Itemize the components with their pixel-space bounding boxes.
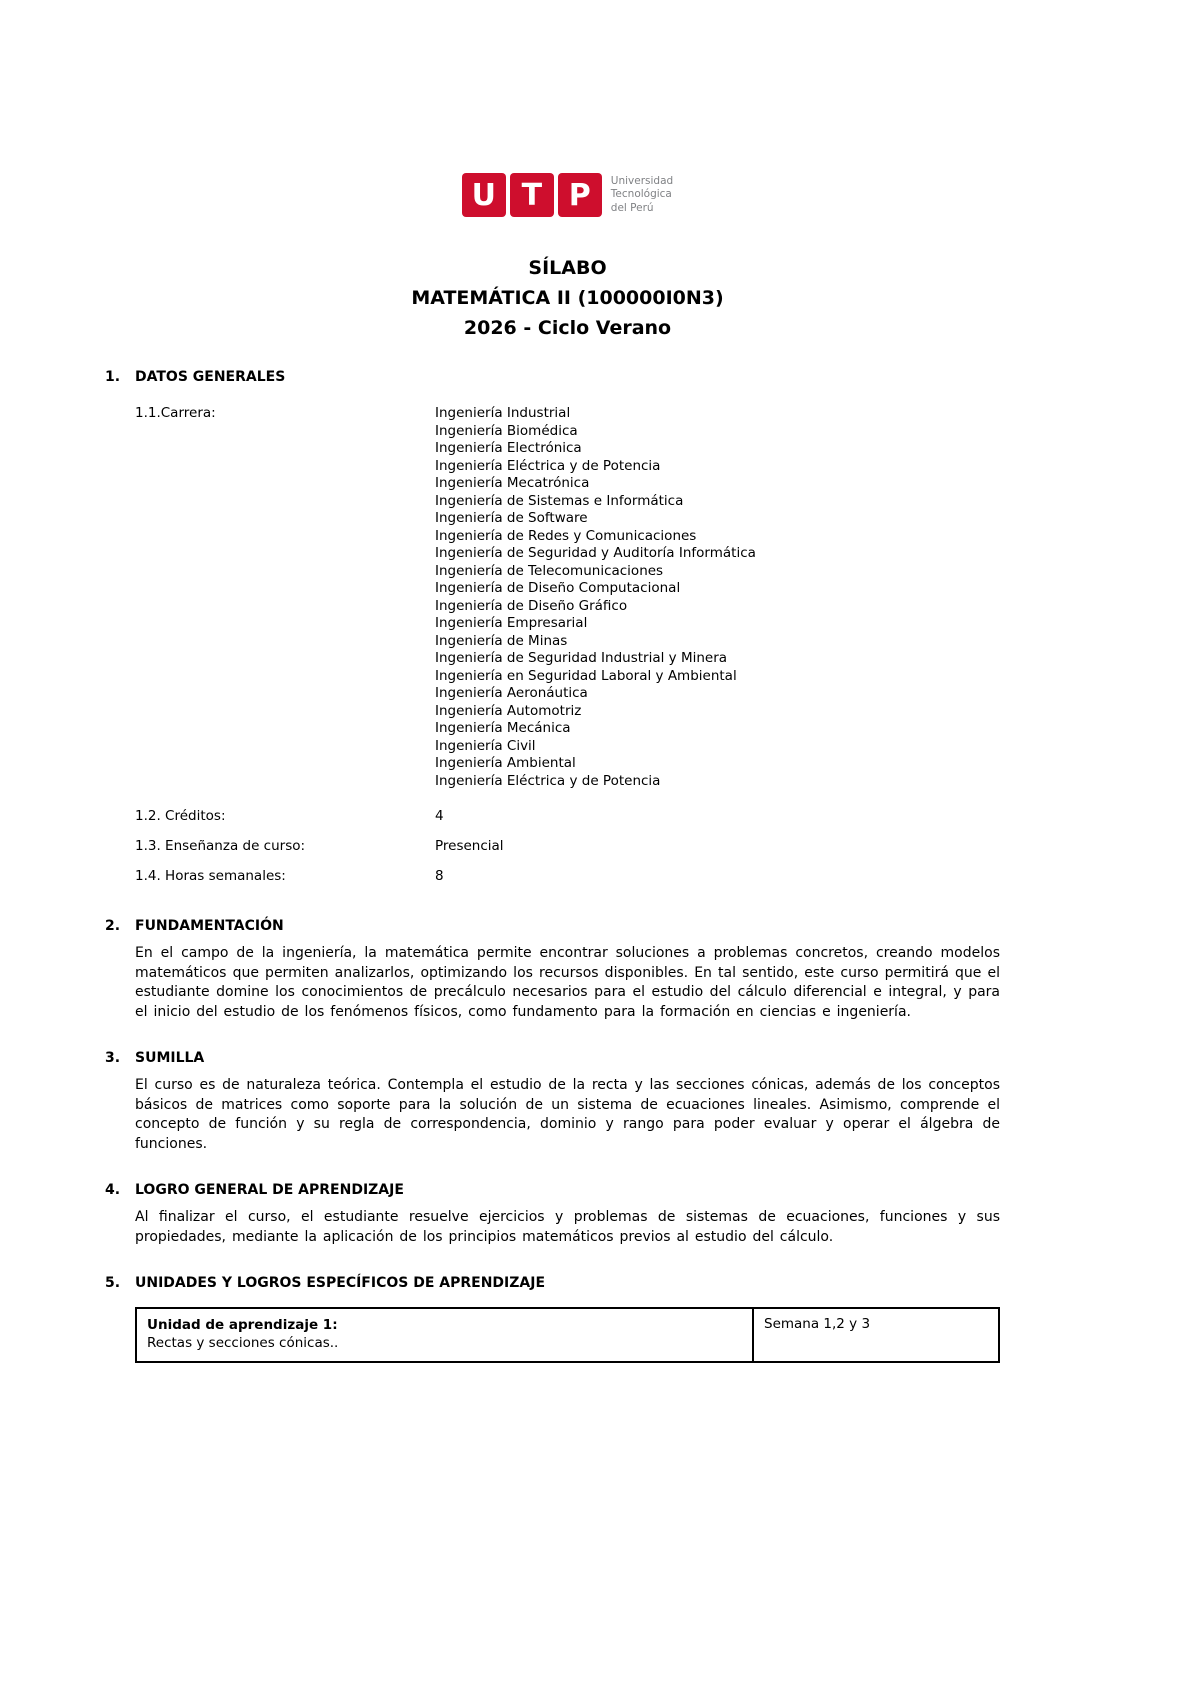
section-number: 1. xyxy=(105,369,121,385)
horas-label: 1.4. Horas semanales: xyxy=(135,868,286,884)
carrera-item: Ingeniería de Sistemas e Informática xyxy=(435,492,684,509)
carrera-item: Ingeniería de Diseño Gráfico xyxy=(435,597,628,614)
carrera-item: Ingeniería Industrial xyxy=(435,405,571,421)
document-title-block xyxy=(135,253,1000,343)
section-title: SUMILLA xyxy=(135,1050,205,1066)
doc-title: SÍLABO xyxy=(528,257,607,279)
fundamentacion-paragraph: En el campo de la ingeniería, la matemática permite encontrar soluciones a problemas concretos, creando modelos matemáticos que permiten analizarlos, optimizando los recursos disponibles. En tal sentido, este curso permitirá que el estudiante domine los conocimientos de precálculo necesarios para el estudio del cálculo diferencial e integral, y para el inicio del estudio de los fenómenos físicos, como fundamento para la formación en ciencias e ingeniería. xyxy=(135,945,1000,1020)
carrera-item: Ingeniería de Minas xyxy=(435,632,568,649)
carrera-item: Ingeniería de Diseño Computacional xyxy=(435,580,681,596)
utp-logo-blocks xyxy=(462,173,602,217)
tagline-line-2: Tecnológica xyxy=(610,188,672,201)
section-datos-generales-heading xyxy=(105,369,1000,385)
section-title: DATOS GENERALES xyxy=(135,369,286,385)
field-horas xyxy=(135,868,1000,884)
carrera-item: Ingeniería Aeronáutica xyxy=(435,685,588,701)
unidad-desc: Rectas y secciones cónicas.. xyxy=(147,1335,339,1351)
carrera-item: Ingeniería de Software xyxy=(435,510,588,526)
unidades-table xyxy=(135,1307,1000,1363)
section-unidades-heading xyxy=(105,1275,1000,1291)
section-number: 5. xyxy=(105,1275,121,1291)
carrera-item: Ingeniería de Telecomunicaciones xyxy=(435,562,664,579)
section-title: LOGRO GENERAL DE APRENDIZAJE xyxy=(135,1182,404,1198)
creditos-label: 1.2. Créditos: xyxy=(135,808,226,824)
carrera-item: Ingeniería de Seguridad y Auditoría Informática xyxy=(435,545,756,561)
carrera-item: Ingeniería Biomédica xyxy=(435,422,578,439)
logo-letter-t: T xyxy=(510,173,554,217)
utp-logo-inner xyxy=(462,173,673,217)
section-number: 2. xyxy=(105,918,121,934)
utp-logo-tagline xyxy=(611,175,673,216)
unidad-cell xyxy=(136,1308,753,1362)
logo-letter-u: U xyxy=(462,173,506,217)
carrera-item: Ingeniería de Seguridad Industrial y Minera xyxy=(435,650,728,666)
horas-value: 8 xyxy=(435,868,444,884)
sumilla-paragraph: El curso es de naturaleza teórica. Contempla el estudio de la recta y las secciones cónicas, además de los conceptos básicos de matrices como soporte para la solución de un sistema de ecuaciones lineales. Asimismo, comprende el concepto de función y su regla de correspondencia, dominio y rango para poder evaluar y operar el álgebra de funciones. xyxy=(135,1077,1000,1152)
carrera-item: Ingeniería Automotriz xyxy=(435,702,582,719)
field-ensenanza xyxy=(135,838,1000,854)
tagline-line-1: Universidad xyxy=(610,174,674,187)
table-row xyxy=(136,1308,999,1362)
section-fundamentacion-heading xyxy=(105,918,1000,934)
section-sumilla-heading xyxy=(105,1050,1000,1066)
carrera-item: Ingeniería Eléctrica y de Potencia xyxy=(435,772,661,789)
carrera-item: Ingeniería Empresarial xyxy=(435,615,588,631)
section-number: 3. xyxy=(105,1050,121,1066)
carrera-item: Ingeniería Electrónica xyxy=(435,440,582,456)
ensenanza-label: 1.3. Enseñanza de curso: xyxy=(135,838,306,854)
logo-letter-p: P xyxy=(558,173,602,217)
tagline-line-3: del Perú xyxy=(610,201,654,214)
carrera-item: Ingeniería Mecánica xyxy=(435,720,571,736)
carrera-item: Ingeniería Eléctrica y de Potencia xyxy=(435,457,661,474)
creditos-value: 4 xyxy=(435,808,444,824)
doc-term: 2026 - Ciclo Verano xyxy=(463,317,672,339)
carrera-item: Ingeniería Civil xyxy=(435,737,536,754)
logro-paragraph: Al finalizar el curso, el estudiante resuelve ejercicios y problemas de sistemas de ecuaciones, funciones y sus propiedades, mediante la aplicación de los principios matemáticos previos al estudio del cálculo. xyxy=(135,1209,1000,1245)
carrera-label: 1.1.Carrera: xyxy=(135,405,216,421)
section-title: FUNDAMENTACIÓN xyxy=(135,918,284,934)
ensenanza-value: Presencial xyxy=(435,838,504,854)
field-creditos xyxy=(135,808,1000,824)
field-carrera xyxy=(135,405,1000,790)
carrera-item: Ingeniería Mecatrónica xyxy=(435,475,590,491)
unidad-title: Unidad de aprendizaje 1: xyxy=(147,1317,338,1333)
section-logro-heading xyxy=(105,1182,1000,1198)
carrera-item: Ingeniería en Seguridad Laboral y Ambiental xyxy=(435,667,737,684)
utp-logo xyxy=(135,173,1000,217)
carrera-list xyxy=(435,405,756,790)
carrera-item: Ingeniería Ambiental xyxy=(435,755,576,771)
section-title: UNIDADES Y LOGROS ESPECÍFICOS DE APRENDIZAJE xyxy=(135,1275,546,1291)
doc-course: MATEMÁTICA II (100000I0N3) xyxy=(411,287,724,309)
carrera-item: Ingeniería de Redes y Comunicaciones xyxy=(435,527,697,544)
semana-cell: Semana 1,2 y 3 xyxy=(753,1308,999,1362)
section-number: 4. xyxy=(105,1182,121,1198)
